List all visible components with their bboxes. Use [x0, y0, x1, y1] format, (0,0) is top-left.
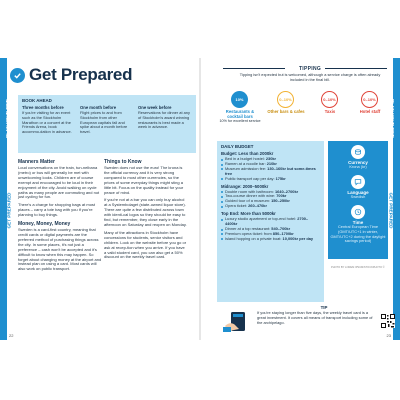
tip-label: Taxis: [324, 109, 336, 114]
tip-title: TIP: [320, 305, 328, 310]
tipping-chart: [219, 91, 388, 135]
section-text: There's a charge for shopping bags at most places – carry a tote bag with you if you're planning to buy things.: [18, 202, 96, 218]
info-heading: Language: [347, 190, 369, 195]
tip-label: Other bars & cafes: [267, 109, 305, 114]
budget-item: Opera ticket: 260–470kr: [221, 204, 320, 209]
page-number: 22: [9, 333, 14, 338]
budget-item: Museum admission fee: 130–160kr but some-times free: [221, 167, 320, 177]
speech-bubble-icon: [351, 175, 365, 189]
section-text: If you're not at a bar you can only buy alcohol at a Systembolaget (state-owned liquor store). There are quite a few distributed across town with identi-cal logos so they should be easy to find, but remember, they close early in the afternoon on Saturday and reopen on Monday.: [104, 197, 187, 227]
tip-label: Restaurants & cocktail bars: [225, 109, 255, 119]
right-page: [201, 58, 400, 340]
section-heading: Things to Know: [104, 159, 142, 165]
budget-item: Island hopping on a private boat: 10,000kr per day: [221, 237, 320, 242]
budget-level: [221, 151, 320, 182]
budget-item: Public transport cap per day: 175kr: [221, 177, 320, 182]
currency-info: [328, 145, 388, 170]
side-tab-label: PLAN YOUR TRIP: [4, 99, 10, 138]
tip-note: 10% for excellent service: [219, 119, 261, 123]
side-section-label: GET PREPARED: [6, 192, 12, 229]
section-heading: Money, Money, Money: [18, 221, 71, 228]
tip-percent-circle: 0–10%: [277, 91, 294, 108]
checklist-icon: [10, 68, 25, 83]
text-column-right: [104, 159, 188, 263]
info-heading: Time: [352, 220, 364, 225]
side-section-label: GET PREPARED: [388, 192, 394, 229]
book-ahead-heading: BOOK AHEAD: [22, 98, 52, 103]
book-ahead-column: [80, 105, 134, 135]
section-text: Sweden is a card-first country, meaning that credit cards or digital payments are the preferred method of purchasing things across the city. In some places, it's not just a preference – cash won't be accepted and it's difficult to know when this may happen. So forget about changing money at the airport and instead plan on using a card. Most cards will also work on public transport.: [18, 227, 102, 272]
budget-heading: DAILY BUDGET: [221, 144, 254, 149]
page-title-row: [10, 64, 132, 86]
section-text: Sweden does not use the euro! The krona is the official currency and it is very strong compared to most other currencies, so the prices of some everyday things might sting a little bit. Focus on the quality instead for your peace of mind.: [104, 165, 184, 195]
language-info: [328, 175, 388, 200]
tipping-title: TIPPING: [298, 66, 322, 72]
quick-info-panel: [328, 141, 388, 259]
budget-level-heading: Top End: More than 5000kr: [221, 211, 276, 217]
page-title: Get Prepared: [29, 65, 133, 84]
budget-item: Premium opera ticket: from 850–1700kr: [221, 232, 320, 237]
tip-percent-circle: 0–10%: [321, 91, 338, 108]
book-col-text: Flight prices to and from Stockholm from other European capitals fall and spike about a month before travel.: [80, 110, 128, 135]
budget-level: [221, 184, 320, 210]
budget-item: Ramen at a noodle bar: 210kr: [221, 162, 320, 167]
book-ahead-column: [22, 105, 76, 135]
tipping-subtitle: Tipping isn't expected but is welcomed, although a service charge is often already included in the final bill.: [239, 72, 381, 82]
section-heading: Manners Matter: [18, 159, 55, 165]
tipping-header: [235, 66, 385, 83]
daily-budget-box: [217, 141, 324, 302]
info-text: Krona (kr): [349, 164, 367, 169]
book-ahead-box: [18, 95, 196, 153]
budget-item: Two-course dinner with wine: 700kr: [221, 194, 320, 199]
budget-item: Dinner at a top restaurant: 540–700kr: [221, 227, 320, 232]
book-col-heading: One week before: [138, 105, 172, 110]
side-tab-label: PLAN YOUR TRIP: [390, 99, 396, 138]
info-text: Swedish: [350, 194, 366, 199]
guidebook-spread: [0, 58, 400, 340]
qr-code-icon: [381, 314, 395, 328]
budget-level-heading: Midrange: 2000–5000kr: [221, 183, 269, 189]
tip-percent-circle: 10%: [231, 91, 248, 108]
info-text: Central European Time (GMT/UTC+1 in winter, GMT/UTC+2 during the daylight savings period): [330, 224, 386, 244]
book-col-text: Reservations for dinner at any of Stockholm's award winning restaurants is best made a week in advance.: [138, 110, 190, 130]
clock-icon: [351, 205, 365, 219]
time-info: [328, 205, 388, 244]
tip-text: If you're staying longer than five days, the weekly travel card is a great investment. It covers all means of transport including some of the archipelago.: [257, 310, 373, 325]
page-number: 23: [386, 333, 391, 338]
budget-item: Double room with bathroom: 1640–2700kr: [221, 190, 320, 195]
book-col-heading: One month before: [80, 105, 117, 110]
info-heading: Currency: [348, 160, 368, 165]
budget-level: [221, 211, 320, 242]
tip-label: Hotel staff: [359, 109, 381, 114]
book-ahead-column: [138, 105, 192, 135]
section-text: Loud conversations on the train, tun-nelbana (metro) or bus will generally be met with unwelcoming looks. Children are of course exempt and encouraged to be loud in their enjoyment of the city. Avoid walking on cycle paths as many people are commuting and not just cycling for fun.: [18, 165, 100, 200]
book-col-text: If you're visiting for an event such as the Stockholm Marathon or a concert at the Friends Arena, book accommo-dation in advance.: [22, 110, 72, 135]
coins-icon: [351, 145, 365, 159]
section-text: Many of the attractions in Stockholm have concessions for students, senior visitors and children. Look on the website before you go or ask at recep-tion when you arrive. If you have a valid student card, you can also get a 50% discount on the weekly travel card.: [104, 229, 187, 260]
photo-credits: PHOTO BY LOREM IPSUM/STOCKPHOTO ©: [331, 266, 385, 269]
budget-item: Bed in a budget hostel: 230kr: [221, 157, 320, 162]
book-col-heading: Three months before: [22, 105, 64, 110]
budget-level-heading: Budget: Less than 2000kr: [221, 151, 274, 156]
left-page: [0, 58, 199, 340]
budget-item: Luxury studio apartment or top-end hotel: 2700–4400kr: [221, 217, 320, 227]
tip-percent-circle: 0–10%: [361, 91, 378, 108]
text-column-left: [18, 159, 102, 275]
tip-box: [221, 306, 391, 336]
travel-card-icon: [223, 310, 253, 332]
budget-item: Guided tour of a museum: 150–250kr: [221, 199, 320, 204]
